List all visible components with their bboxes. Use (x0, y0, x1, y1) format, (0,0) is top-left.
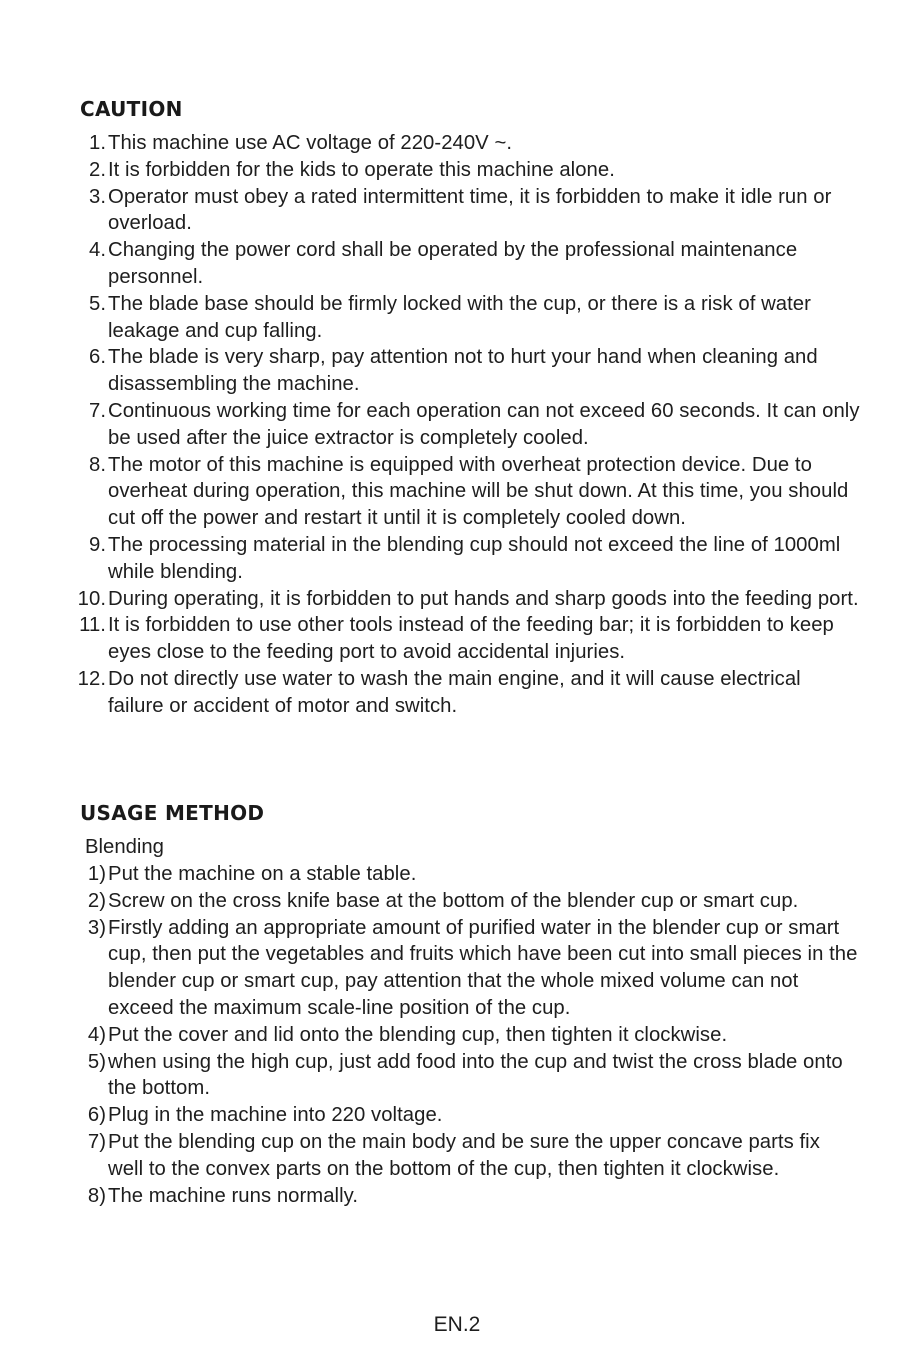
caution-item (0, 532, 860, 586)
step-number: 6) (87, 1104, 106, 1127)
step-text: Put the blending cup on the main body and be sure the upper concave parts fix well to the convex parts on the bottom of the cup, then tighten it clockwise. (108, 1130, 820, 1180)
step-text: Plug in the machine into 220 voltage. (108, 1104, 443, 1127)
item-number: 4. (88, 239, 106, 262)
item-number: 10. (77, 587, 106, 610)
item-text: Continuous working time for each operation can not exceed 60 seconds. It can only be used after the juice extractor is completely cooled. (108, 399, 860, 449)
step-text: Screw on the cross knife base at the bottom of the blender cup or smart cup. (108, 889, 799, 912)
caution-item (0, 344, 860, 398)
usage-item (0, 861, 860, 888)
item-number: 8. (88, 453, 106, 476)
caution-item (0, 452, 860, 532)
caution-item (0, 291, 860, 345)
item-number: 2. (88, 158, 106, 181)
item-text: The blade is very sharp, pay attention not to hurt your hand when cleaning and disassembling the machine. (108, 346, 818, 396)
item-number: 1. (88, 132, 106, 154)
usage-item (0, 1049, 860, 1103)
usage-item (0, 888, 860, 915)
caution-item (0, 586, 860, 613)
caution-list (0, 130, 860, 720)
item-text: This machine use AC voltage of 220-240V ~. (108, 132, 513, 154)
page-number: EN.2 (433, 1313, 481, 1336)
caution-item (0, 157, 860, 184)
step-number: 5) (87, 1050, 106, 1073)
item-number: 7. (88, 399, 106, 422)
usage-item (0, 1129, 860, 1183)
caution-heading: CAUTION (80, 97, 183, 121)
step-number: 3) (87, 916, 106, 939)
item-text: During operating, it is forbidden to put hands and sharp goods into the feeding port. (108, 587, 859, 610)
item-text: The blade base should be firmly locked with the cup, or there is a risk of water leakage and cup falling. (108, 292, 811, 342)
item-number: 12. (77, 667, 106, 690)
item-text: Do not directly use water to wash the main engine, and it will cause electrical failure or accident of motor and switch. (108, 667, 801, 717)
step-number: 1) (87, 863, 106, 885)
caution-item (0, 666, 860, 720)
blending-subheading: Blending (85, 836, 164, 858)
item-text: Operator must obey a rated intermittent time, it is forbidden to make it idle run or overload. (108, 185, 832, 235)
item-number: 5. (88, 292, 106, 315)
step-text: when using the high cup, just add food into the cup and twist the cross blade onto the bottom. (108, 1050, 843, 1100)
caution-item (0, 398, 860, 452)
usage-item (0, 1102, 860, 1129)
step-number: 8) (87, 1184, 106, 1207)
step-text: The machine runs normally. (108, 1184, 359, 1207)
caution-item (0, 184, 860, 238)
item-text: It is forbidden for the kids to operate this machine alone. (108, 158, 615, 181)
caution-item (0, 612, 860, 666)
item-text: Changing the power cord shall be operated by the professional maintenance personnel. (108, 239, 798, 288)
step-number: 4) (87, 1023, 106, 1046)
caution-item (0, 237, 860, 291)
step-text: Firstly adding an appropriate amount of purified water in the blender cup or smart cup, then put the vegetables and fruits which have been cut into small pieces in the blender cup or smart cup, pay attention that the whole mixed volume can not exceed the maximum scale-line position of the cup. (108, 916, 858, 1019)
item-number: 11. (79, 614, 106, 637)
usage-item (0, 1183, 860, 1210)
step-number: 2) (87, 889, 106, 912)
item-number: 6. (88, 346, 106, 369)
item-number: 9. (88, 533, 106, 556)
item-text: The processing material in the blending cup should not exceed the line of 1000ml while blending. (108, 533, 841, 583)
usage-item (0, 1022, 860, 1049)
usage-method-heading: USAGE METHOD (80, 801, 265, 825)
step-number: 7) (87, 1130, 106, 1153)
step-text: Put the cover and lid onto the blending cup, then tighten it clockwise. (108, 1023, 728, 1046)
item-number: 3. (88, 185, 106, 208)
caution-item (0, 130, 860, 157)
step-text: Put the machine on a stable table. (108, 863, 417, 885)
item-text: The motor of this machine is equipped with overheat protection device. Due to overheat during operation, this machine will be shut down. At this time, you should cut off the power and restart it until it is completely cooled down. (108, 453, 849, 530)
usage-item (0, 915, 860, 1022)
item-text: It is forbidden to use other tools instead of the feeding bar; it is forbidden to keep eyes close to the feeding port to avoid accidental injuries. (108, 614, 834, 664)
usage-list (0, 861, 860, 1209)
